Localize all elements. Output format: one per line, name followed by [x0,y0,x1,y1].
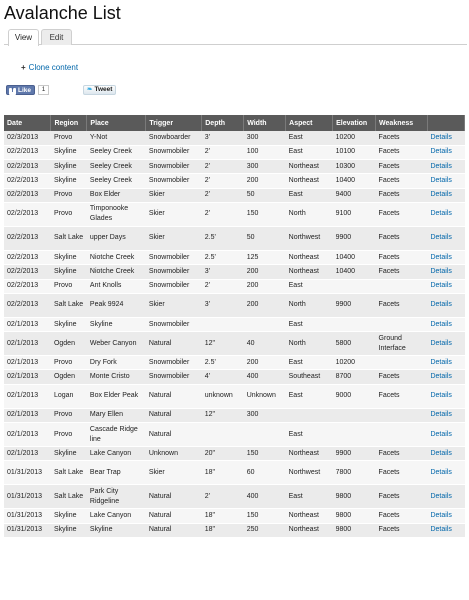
cell-depth: 18" [202,523,244,537]
cell-region: Salt Lake [51,461,87,485]
cell-place: Monte Cristo [87,370,146,384]
cell-width: Unknown [244,384,286,408]
cell-place: Dry Fork [87,356,146,370]
table-row [4,202,465,226]
cell-elevation: 9900 [333,293,376,317]
cell-depth: 12" [202,408,244,422]
details-link[interactable]: Details [427,485,464,509]
cell-trigger: Skier [146,293,202,317]
table-header-row [4,115,465,131]
cell-place: Box Elder Peak [87,384,146,408]
cell-date: 02/2/2013 [4,279,51,293]
tweet-button[interactable] [83,85,116,95]
cell-depth: unknown [202,384,244,408]
cell-depth: 18" [202,461,244,485]
cell-region: Provo [51,356,87,370]
cell-place: Niotche Creek [87,250,146,264]
cell-aspect: East [286,145,333,159]
cell-depth: 2.5' [202,356,244,370]
cell-place: Bear Trap [87,461,146,485]
cell-trigger: Snowmobiler [146,279,202,293]
cell-depth [202,423,244,447]
cell-date: 02/1/2013 [4,408,51,422]
table-row [4,332,465,356]
cell-region: Salt Lake [51,485,87,509]
cell-date: 02/2/2013 [4,250,51,264]
facebook-icon: f [9,88,16,95]
cell-width: 125 [244,250,286,264]
cell-place: Niotche Creek [87,265,146,279]
cell-depth: 2.5' [202,250,244,264]
cell-date: 02/1/2013 [4,384,51,408]
cell-trigger: Natural [146,509,202,523]
cell-weakness: Facets [376,293,428,317]
table-row [4,509,465,523]
cell-region: Skyline [51,160,87,174]
table-row [4,461,465,485]
cell-trigger: Snowmobiler [146,317,202,331]
column-header-elevation[interactable]: Elevation [333,115,376,131]
avalanche-table [4,115,465,538]
cell-trigger: Natural [146,523,202,537]
cell-region: Provo [51,408,87,422]
cell-weakness: Facets [376,188,428,202]
cell-place: Park City Ridgeline [87,485,146,509]
details-link[interactable]: Details [427,131,464,145]
cell-region: Ogden [51,370,87,384]
cell-elevation: 9900 [333,447,376,461]
cell-date: 01/31/2013 [4,509,51,523]
cell-aspect: Northeast [286,523,333,537]
cell-trigger: Snowmobiler [146,356,202,370]
cell-depth: 4' [202,370,244,384]
column-header-place[interactable]: Place [87,115,146,131]
table-row [4,384,465,408]
table-row [4,356,465,370]
plus-icon: + [21,63,26,72]
cell-region: Logan [51,384,87,408]
cell-aspect: East [286,279,333,293]
cell-width: 400 [244,370,286,384]
cell-region: Skyline [51,447,87,461]
table-row [4,317,465,331]
cell-date: 02/2/2013 [4,265,51,279]
cell-trigger: Snowmobiler [146,160,202,174]
tab-bar [4,29,467,45]
details-link[interactable]: Details [427,370,464,384]
table-row [4,293,465,317]
cell-depth: 2' [202,188,244,202]
cell-depth: 2' [202,145,244,159]
cell-weakness [376,356,428,370]
cell-aspect: Northeast [286,509,333,523]
cell-weakness: Facets [376,461,428,485]
cell-region: Skyline [51,145,87,159]
cell-width: 150 [244,509,286,523]
cell-region: Skyline [51,317,87,331]
cell-date: 02/2/2013 [4,188,51,202]
details-link[interactable]: Details [427,145,464,159]
details-link[interactable]: Details [427,202,464,226]
cell-place: Y-Not [87,131,146,145]
cell-width: 300 [244,408,286,422]
cell-region: Ogden [51,332,87,356]
tab-edit[interactable]: Edit [41,29,72,45]
cell-trigger: Skier [146,202,202,226]
cell-trigger: Natural [146,384,202,408]
cell-place: Lake Canyon [87,447,146,461]
cell-elevation: 10100 [333,145,376,159]
cell-weakness: Ground Interface [376,332,428,356]
cell-weakness: Facets [376,202,428,226]
cell-aspect: East [286,188,333,202]
cell-aspect: North [286,293,333,317]
column-header-weakness[interactable]: Weakness [376,115,428,131]
cell-aspect: Northeast [286,447,333,461]
cell-elevation: 7800 [333,461,376,485]
table-row [4,423,465,447]
table-body [4,131,465,537]
cell-elevation: 9800 [333,485,376,509]
cell-trigger: Snowmobiler [146,145,202,159]
cell-weakness: Facets [376,250,428,264]
cell-width: 40 [244,332,286,356]
cell-region: Salt Lake [51,226,87,250]
column-header-trigger[interactable]: Trigger [146,115,202,131]
cell-region: Skyline [51,523,87,537]
cell-weakness: Facets [376,384,428,408]
cell-date: 02/2/2013 [4,160,51,174]
cell-trigger: Snowmobiler [146,174,202,188]
cell-depth: 2' [202,160,244,174]
cell-place: Skyline [87,523,146,537]
cell-aspect: Northeast [286,160,333,174]
twitter-bird-icon: ❧ [87,86,93,93]
cell-date: 02/2/2013 [4,202,51,226]
column-header-details [427,115,464,131]
cell-depth: 12" [202,332,244,356]
cell-region: Salt Lake [51,293,87,317]
cell-aspect: Northwest [286,461,333,485]
cell-weakness: Facets [376,485,428,509]
cell-region: Provo [51,423,87,447]
cell-width: 400 [244,485,286,509]
cell-region: Skyline [51,265,87,279]
cell-elevation: 5800 [333,332,376,356]
column-header-depth[interactable]: Depth [202,115,244,131]
cell-depth: 2' [202,485,244,509]
cell-width: 300 [244,131,286,145]
cell-elevation: 10200 [333,131,376,145]
cell-weakness: Facets [376,160,428,174]
details-link[interactable]: Details [427,317,464,331]
details-link[interactable]: Details [427,447,464,461]
cell-region: Provo [51,188,87,202]
cell-weakness: Facets [376,447,428,461]
cell-place: Seeley Creek [87,174,146,188]
cell-elevation: 10200 [333,356,376,370]
cell-date: 02/1/2013 [4,423,51,447]
cell-depth [202,317,244,331]
cell-width: 50 [244,188,286,202]
cell-aspect: East [286,356,333,370]
cell-place: Seeley Creek [87,145,146,159]
table-row [4,485,465,509]
cell-aspect: Northeast [286,250,333,264]
cell-trigger: Skier [146,461,202,485]
table-row [4,131,465,145]
cell-depth: 2' [202,174,244,188]
cell-width: 250 [244,523,286,537]
details-link[interactable]: Details [427,408,464,422]
tab-view[interactable]: View [8,29,39,46]
cell-place: Timponooke Glades [87,202,146,226]
cell-width: 200 [244,356,286,370]
table-row [4,145,465,159]
cell-place: Peak 9924 [87,293,146,317]
table-row [4,226,465,250]
cell-depth: 2' [202,279,244,293]
cell-trigger: Natural [146,423,202,447]
cell-aspect: East [286,485,333,509]
table-row [4,370,465,384]
cell-place: Box Elder [87,188,146,202]
table-row [4,250,465,264]
cell-place: Lake Canyon [87,509,146,523]
cell-trigger: Unknown [146,447,202,461]
cell-width: 200 [244,174,286,188]
clone-content-link[interactable] [21,63,78,72]
cell-elevation: 10400 [333,265,376,279]
cell-trigger: Snowmobiler [146,265,202,279]
table-row [4,160,465,174]
details-link[interactable]: Details [427,461,464,485]
cell-date: 01/31/2013 [4,485,51,509]
cell-weakness [376,317,428,331]
cell-aspect: East [286,131,333,145]
cell-elevation: 10400 [333,174,376,188]
like-label: Like [18,87,32,94]
cell-weakness [376,423,428,447]
cell-depth: 18" [202,509,244,523]
cell-date: 02/1/2013 [4,356,51,370]
cell-weakness: Facets [376,226,428,250]
cell-trigger: Skier [146,188,202,202]
cell-elevation: 8700 [333,370,376,384]
cell-region: Skyline [51,250,87,264]
cell-aspect: North [286,332,333,356]
cell-elevation [333,317,376,331]
cell-date: 02/1/2013 [4,447,51,461]
cell-date: 02/2/2013 [4,226,51,250]
like-count: 1 [38,85,49,95]
cell-aspect: North [286,202,333,226]
table-row [4,447,465,461]
details-link[interactable]: Details [427,279,464,293]
cell-weakness: Facets [376,370,428,384]
details-link[interactable]: Details [427,174,464,188]
cell-width: 60 [244,461,286,485]
details-link[interactable]: Details [427,250,464,264]
cell-weakness: Facets [376,174,428,188]
cell-width: 200 [244,293,286,317]
cell-width: 200 [244,279,286,293]
cell-elevation: 9000 [333,384,376,408]
cell-place: Ant Knolls [87,279,146,293]
cell-width: 100 [244,145,286,159]
cell-date: 02/1/2013 [4,317,51,331]
details-link[interactable]: Details [427,384,464,408]
cell-date: 02/1/2013 [4,332,51,356]
cell-trigger: Natural [146,332,202,356]
details-link[interactable]: Details [427,160,464,174]
cell-elevation [333,408,376,422]
details-link[interactable]: Details [427,423,464,447]
cell-date: 02/2/2013 [4,293,51,317]
cell-depth: 3' [202,265,244,279]
cell-aspect: Northeast [286,265,333,279]
cell-elevation: 9800 [333,509,376,523]
table-row [4,408,465,422]
cell-trigger: Natural [146,408,202,422]
cell-place: Cascade Ridge line [87,423,146,447]
cell-width: 50 [244,226,286,250]
cell-place: Seeley Creek [87,160,146,174]
details-link[interactable]: Details [427,332,464,356]
cell-weakness: Facets [376,145,428,159]
cell-depth: 2' [202,202,244,226]
cell-elevation [333,279,376,293]
cell-elevation: 9800 [333,523,376,537]
column-header-date[interactable]: Date [4,115,51,131]
cell-weakness: Facets [376,131,428,145]
table-row [4,279,465,293]
cell-trigger: Natural [146,485,202,509]
cell-region: Skyline [51,174,87,188]
cell-width [244,423,286,447]
details-link[interactable]: Details [427,188,464,202]
cell-place: Skyline [87,317,146,331]
cell-weakness: Facets [376,523,428,537]
cell-depth: 2.5' [202,226,244,250]
details-link[interactable]: Details [427,356,464,370]
cell-place: Mary Ellen [87,408,146,422]
cell-elevation [333,423,376,447]
details-link[interactable]: Details [427,293,464,317]
cell-weakness [376,279,428,293]
tweet-label: Tweet [94,86,113,93]
column-header-region[interactable]: Region [51,115,87,131]
details-link[interactable]: Details [427,226,464,250]
cell-depth: 3' [202,131,244,145]
column-header-width[interactable]: Width [244,115,286,131]
cell-trigger: Snowboarder [146,131,202,145]
facebook-like-button[interactable] [6,85,35,95]
column-header-aspect[interactable]: Aspect [286,115,333,131]
table-row [4,523,465,537]
cell-region: Skyline [51,509,87,523]
cell-trigger: Snowmobiler [146,250,202,264]
cell-aspect: East [286,384,333,408]
page-title: Avalanche List [4,3,121,23]
cell-place: upper Days [87,226,146,250]
cell-date: 02/2/2013 [4,174,51,188]
clone-content-label: Clone content [28,63,79,72]
cell-date: 02/2/2013 [4,145,51,159]
cell-width: 150 [244,202,286,226]
cell-depth: 3' [202,293,244,317]
details-link[interactable]: Details [427,265,464,279]
cell-region: Provo [51,202,87,226]
cell-region: Provo [51,279,87,293]
cell-elevation: 9900 [333,226,376,250]
cell-date: 02/3/2013 [4,131,51,145]
details-link[interactable]: Details [427,509,464,523]
cell-weakness: Facets [376,265,428,279]
cell-weakness: Facets [376,509,428,523]
cell-elevation: 10300 [333,160,376,174]
cell-date: 01/31/2013 [4,523,51,537]
cell-elevation: 9100 [333,202,376,226]
cell-region: Provo [51,131,87,145]
cell-date: 01/31/2013 [4,461,51,485]
cell-elevation: 10400 [333,250,376,264]
table-row [4,265,465,279]
cell-place: Weber Canyon [87,332,146,356]
cell-date: 02/1/2013 [4,370,51,384]
cell-weakness [376,408,428,422]
cell-depth: 20" [202,447,244,461]
cell-width: 200 [244,265,286,279]
table-row [4,188,465,202]
cell-trigger: Snowmobiler [146,370,202,384]
cell-aspect: East [286,423,333,447]
cell-elevation: 9400 [333,188,376,202]
cell-width [244,317,286,331]
cell-aspect [286,408,333,422]
cell-aspect: East [286,317,333,331]
cell-aspect: Southeast [286,370,333,384]
cell-aspect: Northwest [286,226,333,250]
cell-width: 150 [244,447,286,461]
details-link[interactable]: Details [427,523,464,537]
cell-width: 300 [244,160,286,174]
cell-aspect: Northeast [286,174,333,188]
cell-trigger: Skier [146,226,202,250]
table-row [4,174,465,188]
